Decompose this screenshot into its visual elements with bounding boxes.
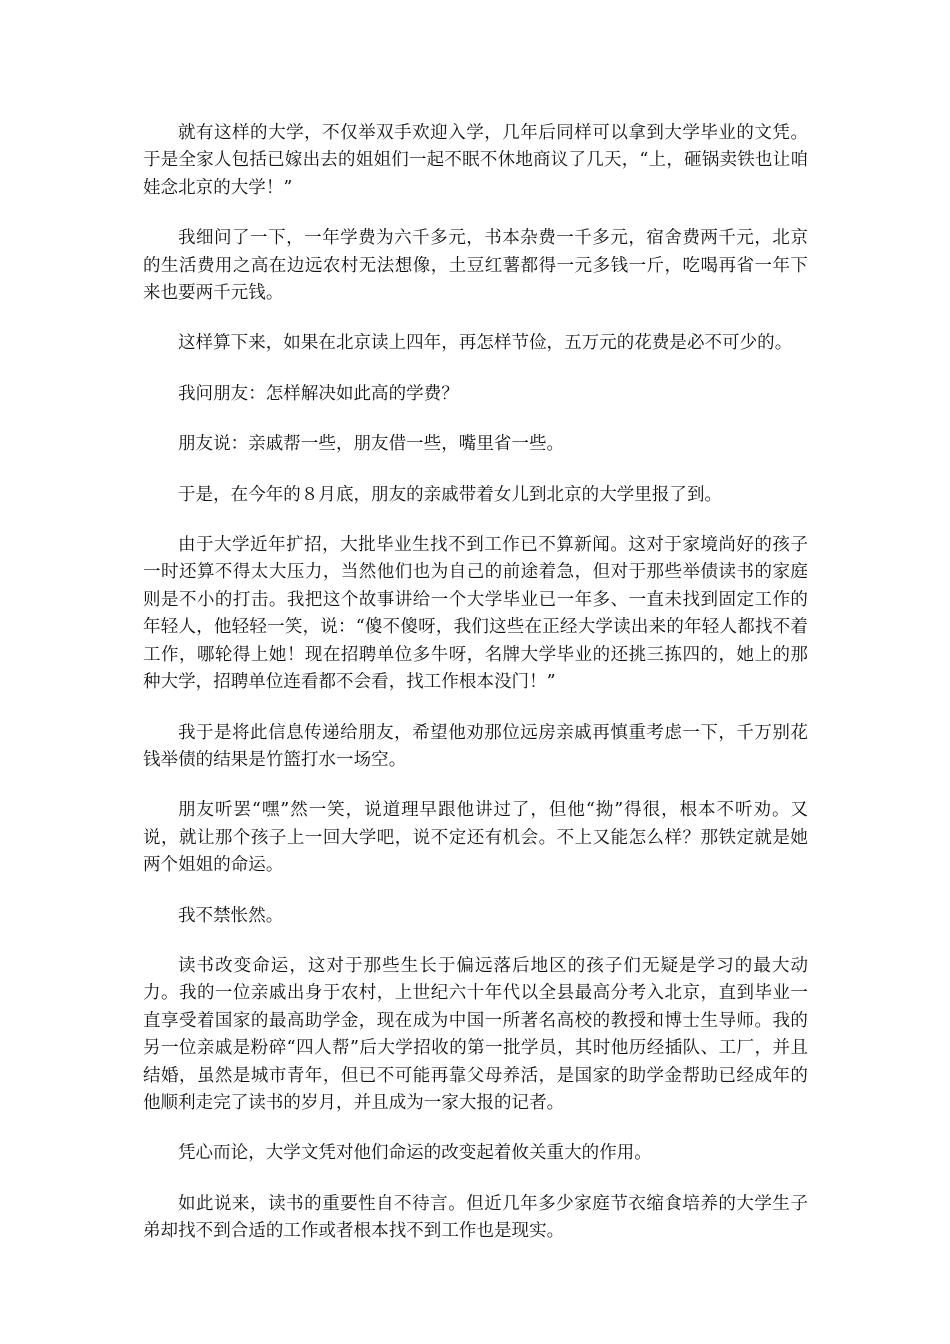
paragraph: 朋友听罢“嘿”然一笑，说道理早跟他讲过了，但他“拗”得很，根本不听劝。又说，就让那个孩子上一回大学吧，说不定还有机会。不上又能怎么样？那铁定就是她两个姐姐的命运。 <box>143 800 808 876</box>
paragraph: 凭心而论，大学文凭对他们命运的改变起着攸关重大的作用。 <box>178 1143 652 1164</box>
paragraph: 我问朋友：怎样解决如此高的学费？ <box>178 383 459 404</box>
paragraph: 我不禁怅然。 <box>178 905 284 926</box>
paragraph: 如此说来，读书的重要性自不待言。但近几年多少家庭节衣缩食培养的大学生子弟却找不到合适的工作或者根本找不到工作也是现实。 <box>143 1193 808 1242</box>
paragraph: 这样算下来，如果在北京读上四年，再怎样节俭，五万元的花费是必不可少的。 <box>178 333 793 354</box>
paragraph: 我细问了一下，一年学费为六千多元，书本杂费一千多元，宿舍费两千元，北京的生活费用之高在边远农村无法想像，土豆红薯都得一元多钱一斤，吃喝再省一年下来也要两千元钱。 <box>143 228 808 304</box>
paragraph: 就有这样的大学，不仅举双手欢迎入学，几年后同样可以拿到大学毕业的文凭。于是全家人包括已嫁出去的姐姐们一起不眠不休地商议了几天，“上，砸锅卖铁也让咱娃念北京的大学！” <box>143 123 808 198</box>
article-body <box>143 120 808 1269</box>
paragraph: 由于大学近年扩招，大批毕业生找不到工作已不算新闻。这对于家境尚好的孩子一时还算不得太大压力，当然他们也为自己的前途着急，但对于那些举债读书的家庭则是不小的打击。我把这个故事讲给一个大学毕业已一年多、一直未找到固定工作的年轻人，他轻轻一笑，说：“傻不傻呀，我们这些在正经大学读出来的年轻人都找不着工作，哪轮得上她！现在招聘单位多牛呀，名牌大学毕业的还挑三拣四的，她上的那种大学，招聘单位连看都不会看，找工作根本没门！” <box>143 535 808 693</box>
paragraph: 于是，在今年的８月底，朋友的亲戚带着女儿到北京的大学里报了到。 <box>178 484 723 505</box>
paragraph: 读书改变命运，这对于那些生长于偏远落后地区的孩子们无疑是学习的最大动力。我的一位亲戚出身于农村，上世纪六十年代以全县最高分考入北京，直到毕业一直享受着国家的最高助学金，现在成为中国一所著名高校的教授和博士生导师。我的另一位亲戚是粉碎“四人帮”后大学招收的第一批学员，其时他历经插队、工厂，并且结婚，虽然是城市青年，但已不可能再靠父母养活，是国家的助学金帮助已经成年的他顺利走完了读书的岁月，并且成为一家大报的记者。 <box>143 955 808 1113</box>
paragraph: 朋友说：亲戚帮一些，朋友借一些，嘴里省一些。 <box>178 434 565 455</box>
paragraph: 我于是将此信息传递给朋友，希望他劝那位远房亲戚再慎重考虑一下，千万别花钱举债的结果是竹篮打水一场空。 <box>143 722 808 770</box>
